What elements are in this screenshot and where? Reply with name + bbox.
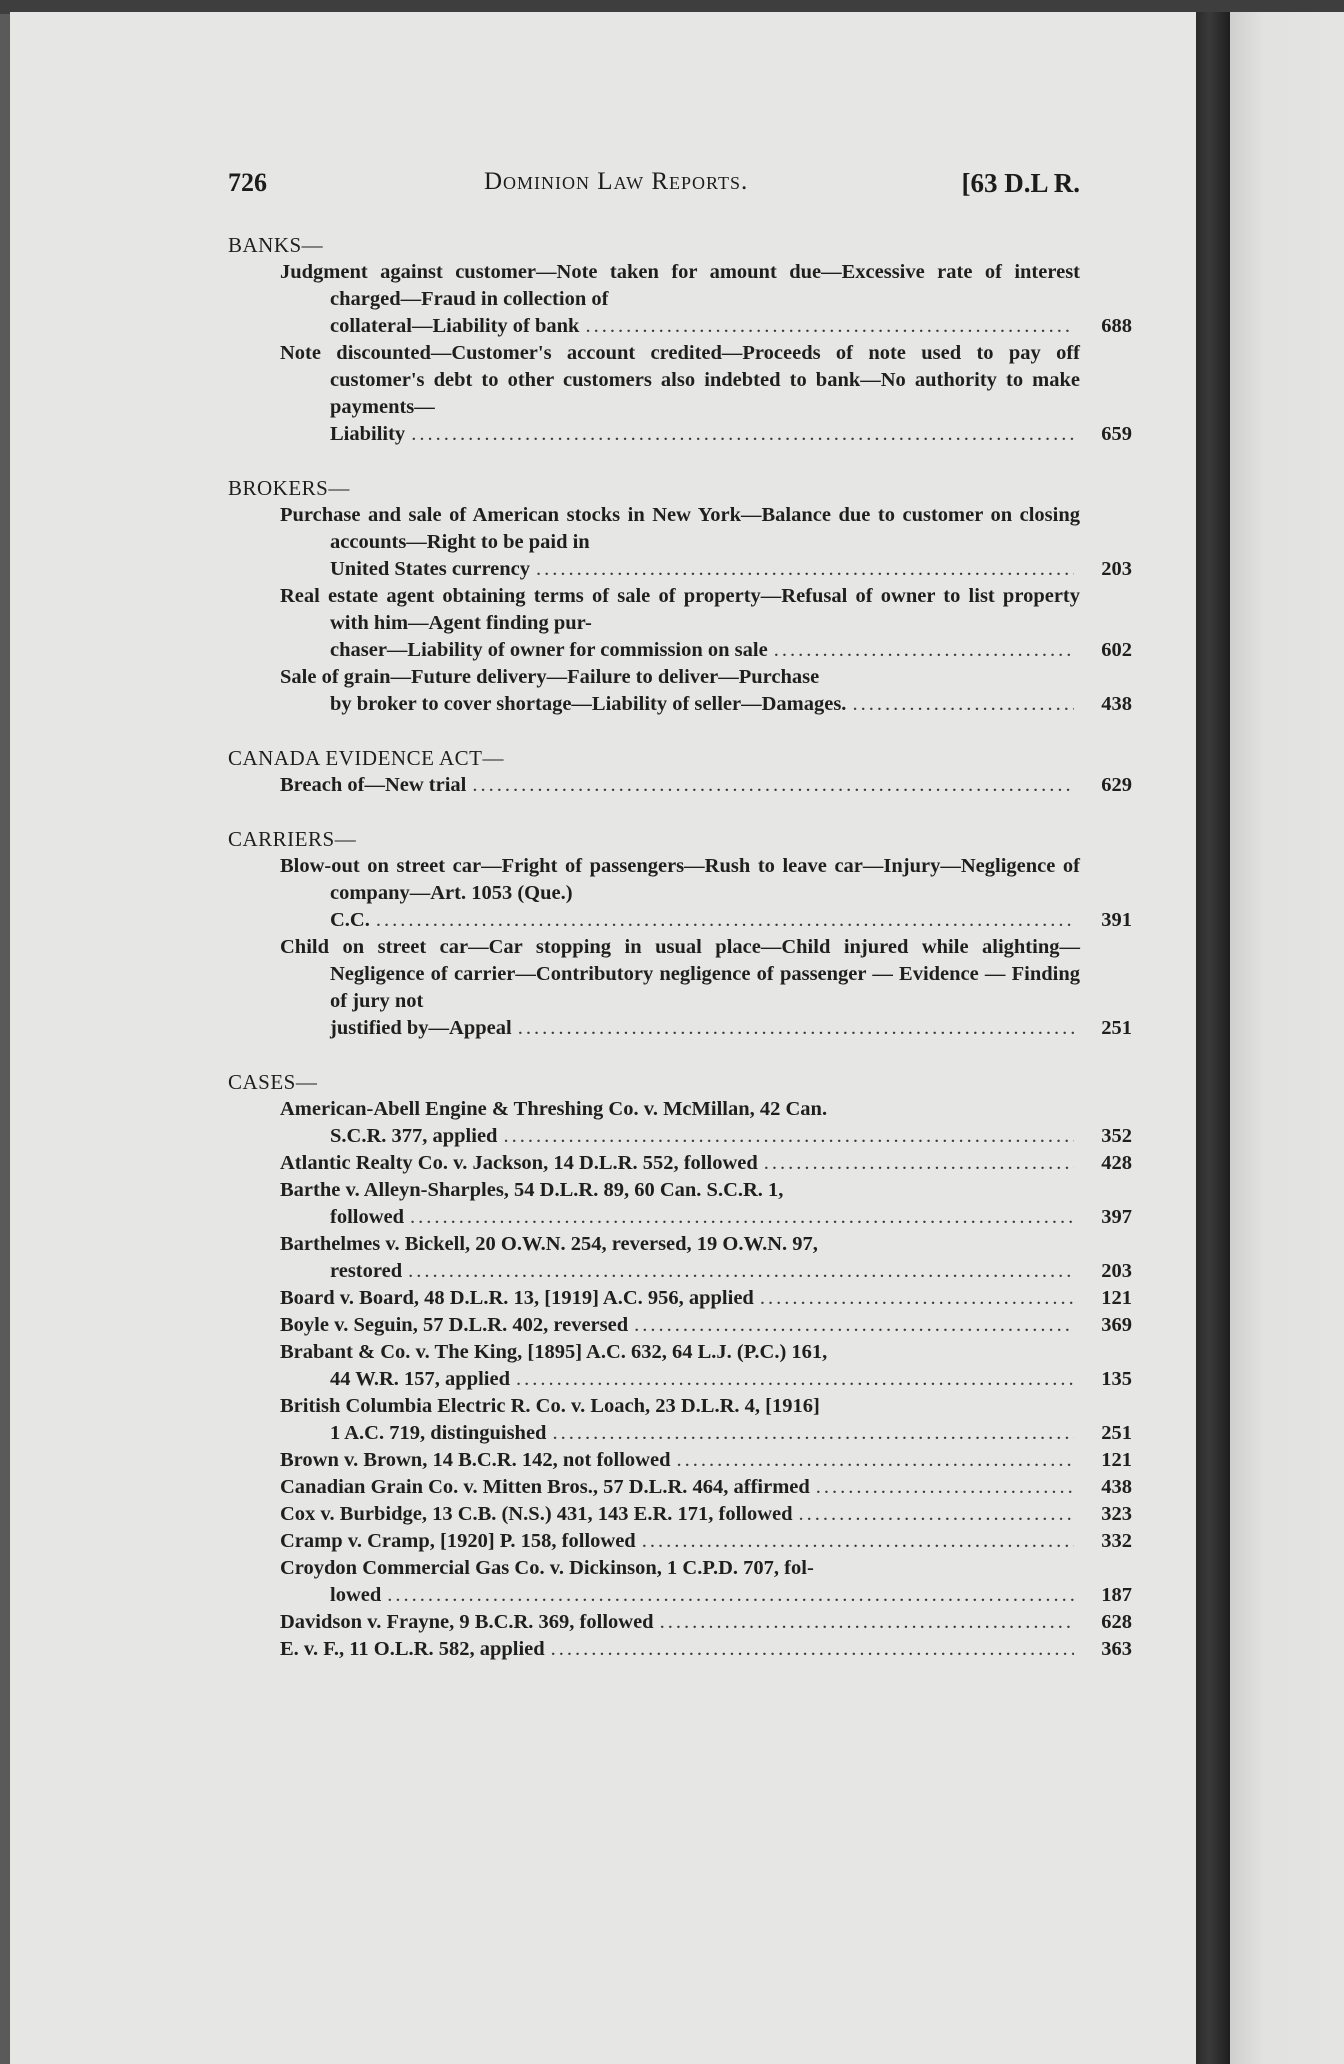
entry-page-number: 121	[1101, 1449, 1132, 1471]
entry-lead-line	[280, 1447, 1080, 1474]
index-entry	[278, 1393, 1132, 1447]
entry-lead-text: justified by—Appeal	[330, 1017, 512, 1039]
entry-page-number: 203	[1101, 558, 1132, 580]
entry-lead-text: Cox v. Burbidge, 13 C.B. (N.S.) 431, 143 E.R. 171, followed	[280, 1503, 793, 1525]
dot-leader	[642, 1528, 1074, 1555]
entry-lead-line	[330, 421, 1080, 448]
entry-lead-line	[280, 1312, 1080, 1339]
index-entry	[278, 853, 1132, 934]
entry-page-number: 135	[1101, 1368, 1132, 1390]
section-heading: BANKS—	[228, 233, 324, 257]
entry-lead-text: by broker to cover shortage—Liability of seller—Damages.	[330, 693, 847, 715]
dot-leader	[585, 313, 1074, 340]
entry-text: Purchase and sale of American stocks in New York—Balance due to customer on closing accounts—Right to be paid in	[280, 504, 1080, 553]
entry-lead-text: Brown v. Brown, 14 B.C.R. 142, not followed	[280, 1449, 671, 1471]
dot-leader	[634, 1312, 1074, 1339]
entry-page-number: 688	[1101, 315, 1132, 337]
index-entry	[278, 1150, 1132, 1177]
dot-leader	[551, 1636, 1074, 1663]
entry-lead-text: Boyle v. Seguin, 57 D.L.R. 402, reversed	[280, 1314, 629, 1336]
dot-leader	[536, 556, 1074, 583]
entry-page-number: 369	[1101, 1314, 1132, 1336]
entry-text: Real estate agent obtaining terms of sale of property—Refusal of owner to list property with him—Agent finding pur-	[280, 585, 1080, 634]
index-entry	[278, 1177, 1132, 1231]
entry-lead-text: chaser—Liability of owner for commission on sale	[330, 639, 768, 661]
entry-lead-line	[280, 1528, 1080, 1555]
entry-lead-line	[330, 691, 1080, 718]
entry-lead-line	[280, 1609, 1080, 1636]
entry-page-number: 187	[1101, 1584, 1132, 1606]
running-header	[228, 168, 1080, 208]
dot-leader	[516, 1366, 1074, 1393]
entry-page-number: 363	[1101, 1638, 1132, 1660]
entry-lead-text: United States currency	[330, 558, 531, 580]
entry-lead-line	[330, 1366, 1080, 1393]
section-heading: CASES—	[228, 1070, 318, 1094]
entry-lead-text: E. v. F., 11 O.L.R. 582, applied	[280, 1638, 545, 1660]
entry-page-number: 121	[1101, 1287, 1132, 1309]
index-entry	[278, 583, 1132, 664]
entry-lead-line	[280, 1474, 1080, 1501]
entry-lead-line	[330, 1258, 1080, 1285]
index-section	[228, 232, 1132, 448]
index-section	[228, 745, 1132, 799]
entry-page-number: 438	[1101, 1476, 1132, 1498]
volume-reference: [63 D.L R.	[961, 168, 1080, 198]
entry-text: Croydon Commercial Gas Co. v. Dickinson, 1 C.P.D. 707, fol-	[280, 1557, 814, 1579]
entry-page-number: 332	[1101, 1530, 1132, 1552]
entry-text: American-Abell Engine & Threshing Co. v. McMillan, 42 Can.	[280, 1098, 828, 1120]
entry-page-number: 323	[1101, 1503, 1132, 1525]
entry-lead-text: Davidson v. Frayne, 9 B.C.R. 369, followed	[280, 1611, 654, 1633]
dot-leader	[387, 1582, 1074, 1609]
facing-page-edge	[1230, 12, 1344, 2064]
entry-lead-line	[330, 1582, 1080, 1609]
entry-lead-text: 1 A.C. 719, distinguished	[330, 1422, 547, 1444]
index-entry	[278, 502, 1132, 583]
dot-leader	[376, 907, 1074, 934]
entry-page-number: 251	[1101, 1422, 1132, 1444]
entry-lead-text: Canadian Grain Co. v. Mitten Bros., 57 D.L.R. 464, affirmed	[280, 1476, 810, 1498]
entry-lead-line	[330, 1015, 1080, 1042]
entry-page-number: 391	[1101, 909, 1132, 931]
entry-lead-line	[330, 556, 1080, 583]
index-entry	[278, 1501, 1132, 1528]
entry-lead-line	[330, 313, 1080, 340]
dot-leader	[852, 691, 1074, 718]
entry-lead-line	[330, 1123, 1080, 1150]
entry-lead-text: collateral—Liability of bank	[330, 315, 580, 337]
entry-text: Barthe v. Alleyn-Sharples, 54 D.L.R. 89, 60 Can. S.C.R. 1,	[280, 1179, 784, 1201]
entry-lead-line	[280, 1501, 1080, 1528]
entry-lead-text: C.C.	[330, 909, 370, 931]
entry-page-number: 352	[1101, 1125, 1132, 1147]
section-heading: BROKERS—	[228, 476, 350, 500]
dot-leader	[760, 1285, 1074, 1312]
entry-text: Sale of grain—Future delivery—Failure to deliver—Purchase	[280, 666, 820, 688]
index-entry	[278, 934, 1132, 1042]
index-entry	[278, 1447, 1132, 1474]
entry-lead-line	[280, 1636, 1080, 1663]
index-entry	[278, 1528, 1132, 1555]
entry-lead-line	[330, 1204, 1080, 1231]
entry-page-number: 251	[1101, 1017, 1132, 1039]
entry-text: Child on street car—Car stopping in usual place—Child injured while alighting—Negligence of carrier—Contributory negligence of passenger — Evidence — Finding of jury not	[280, 936, 1080, 1012]
entry-text: Judgment against customer—Note taken for amount due—Excessive rate of interest charged—Fraud in collection of	[280, 261, 1080, 310]
section-heading: CARRIERS—	[228, 827, 357, 851]
index-entry	[278, 259, 1132, 340]
entry-lead-line	[330, 637, 1080, 664]
dot-leader	[518, 1015, 1074, 1042]
index-content	[228, 232, 1132, 1690]
entry-lead-text: Atlantic Realty Co. v. Jackson, 14 D.L.R. 552, followed	[280, 1152, 758, 1174]
entry-lead-line	[280, 1285, 1080, 1312]
entry-page-number: 628	[1101, 1611, 1132, 1633]
index-section	[228, 826, 1132, 1042]
entry-lead-text: Breach of—New trial	[280, 774, 467, 796]
entry-page-number: 203	[1101, 1260, 1132, 1282]
index-entry	[278, 1231, 1132, 1285]
entry-page-number: 397	[1101, 1206, 1132, 1228]
dot-leader	[408, 1258, 1074, 1285]
entry-text: British Columbia Electric R. Co. v. Loach, 23 D.L.R. 4, [1916]	[280, 1395, 820, 1417]
entry-lead-text: followed	[330, 1206, 405, 1228]
running-title: Dominion Law Reports.	[484, 168, 749, 195]
entry-lead-text: Cramp v. Cramp, [1920] P. 158, followed	[280, 1530, 636, 1552]
entry-lead-line	[280, 1150, 1080, 1177]
entry-text: Blow-out on street car—Fright of passengers—Rush to leave car—Injury—Negligence of company—Art. 1053 (Que.)	[280, 855, 1080, 904]
dot-leader	[799, 1501, 1074, 1528]
entry-lead-text: lowed	[330, 1584, 382, 1606]
dot-leader	[774, 637, 1074, 664]
index-section	[228, 1069, 1132, 1663]
dot-leader	[660, 1609, 1074, 1636]
entry-lead-line	[330, 907, 1080, 934]
dot-leader	[411, 421, 1074, 448]
dot-leader	[764, 1150, 1074, 1177]
dot-leader	[410, 1204, 1074, 1231]
entry-lead-line	[280, 772, 1080, 799]
entry-lead-text: S.C.R. 377, applied	[330, 1125, 498, 1147]
index-entry	[278, 1285, 1132, 1312]
page-number: 726	[228, 168, 267, 197]
index-entry	[278, 1474, 1132, 1501]
entry-lead-text: restored	[330, 1260, 403, 1282]
entry-lead-text: Board v. Board, 48 D.L.R. 13, [1919] A.C. 956, applied	[280, 1287, 754, 1309]
index-entry	[278, 1096, 1132, 1150]
index-entry	[278, 1636, 1132, 1663]
dot-leader	[677, 1447, 1075, 1474]
entry-lead-text: Liability	[330, 423, 406, 445]
index-entry	[278, 1312, 1132, 1339]
dot-leader	[552, 1420, 1074, 1447]
entry-page-number: 438	[1101, 693, 1132, 715]
entry-lead-text: 44 W.R. 157, applied	[330, 1368, 510, 1390]
index-section	[228, 475, 1132, 718]
book-gutter	[1196, 12, 1230, 2064]
index-entry	[278, 1555, 1132, 1609]
index-entry	[278, 664, 1132, 718]
entry-text: Barthelmes v. Bickell, 20 O.W.N. 254, reversed, 19 O.W.N. 97,	[280, 1233, 818, 1255]
index-entry	[278, 1339, 1132, 1393]
section-heading: CANADA EVIDENCE ACT—	[228, 746, 504, 770]
index-entry	[278, 772, 1132, 799]
entry-page-number: 602	[1101, 639, 1132, 661]
dot-leader	[503, 1123, 1074, 1150]
index-entry	[278, 340, 1132, 448]
entry-page-number: 629	[1101, 774, 1132, 796]
dot-leader	[816, 1474, 1074, 1501]
dot-leader	[472, 772, 1074, 799]
entry-text: Note discounted—Customer's account credited—Proceeds of note used to pay off customer's debt to other customers also indebted to bank—No authority to make payments—	[280, 342, 1080, 418]
index-entry	[278, 1609, 1132, 1636]
entry-text: Brabant & Co. v. The King, [1895] A.C. 632, 64 L.J. (P.C.) 161,	[280, 1341, 828, 1363]
entry-page-number: 428	[1101, 1152, 1132, 1174]
entry-page-number: 659	[1101, 423, 1132, 445]
entry-lead-line	[330, 1420, 1080, 1447]
